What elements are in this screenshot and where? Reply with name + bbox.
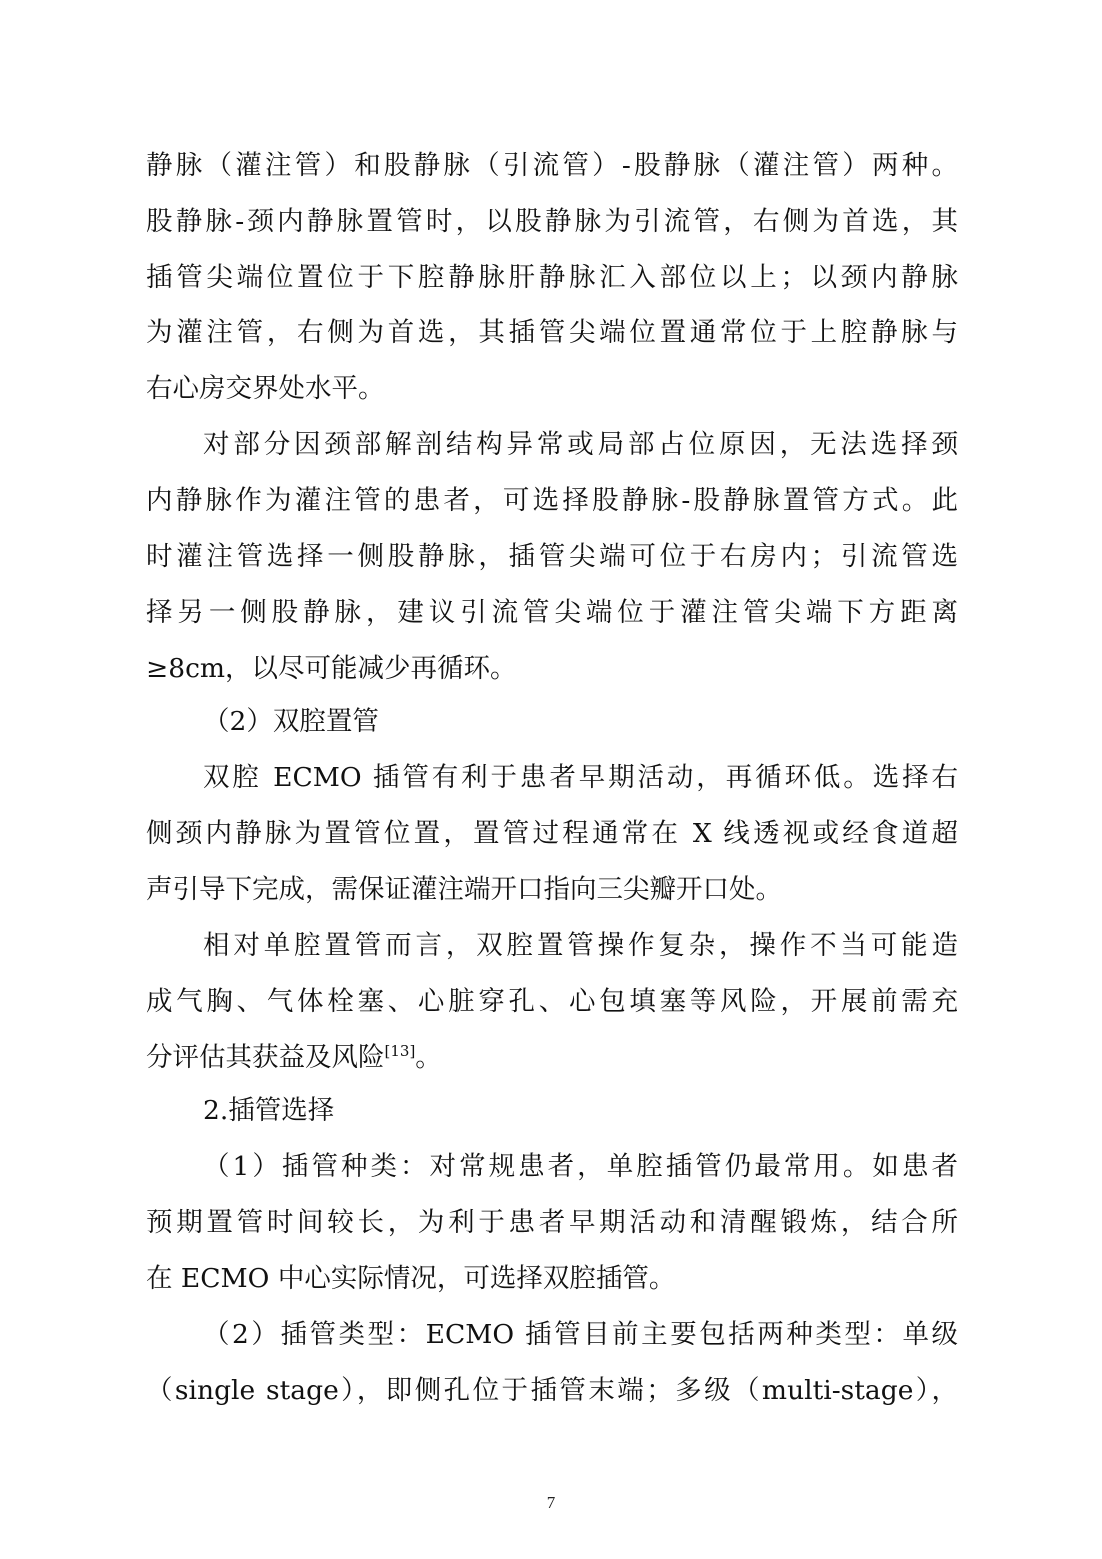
body-text-line: 插管尖端位置位于下腔静脉肝静脉汇入部位以上；以颈内静脉 [146,262,958,293]
body-text-line: 侧颈内静脉为置管位置，置管过程通常在 X 线透视或经食道超 [146,818,958,849]
body-text-line: 在 ECMO 中心实际情况，可选择双腔插管。 [146,1263,676,1294]
citation-reference: [13] [384,1042,416,1060]
body-text-line: 时灌注管选择一侧股静脉，插管尖端可位于右房内；引流管选 [146,541,958,572]
citation-trailing-punctuation: 。 [415,1042,442,1073]
body-text-line: 为灌注管，右侧为首选，其插管尖端位置通常位于上腔静脉与 [146,317,958,348]
paragraph-first-line: 双腔 ECMO 插管有利于患者早期活动，再循环低。选择右 [203,762,958,793]
paragraph-first-line: （2）插管类型：ECMO 插管目前主要包括两种类型：单级 [203,1319,958,1350]
body-text-line: 内静脉作为灌注管的患者，可选择股静脉-股静脉置管方式。此 [146,485,958,516]
section-heading: （2）双腔置管 [203,706,379,737]
body-text-line: 股静脉-颈内静脉置管时，以股静脉为引流管，右侧为首选，其 [146,206,958,237]
body-text-line: 预期置管时间较长，为利于患者早期活动和清醒锻炼，结合所 [146,1207,958,1238]
body-text-line: 右心房交界处水平。 [146,373,385,404]
body-text-line: 静脉（灌注管）和股静脉（引流管）-股静脉（灌注管）两种。 [146,150,958,181]
page-number: 7 [546,1493,556,1512]
body-text-line: 声引导下完成，需保证灌注端开口指向三尖瓣开口处。 [146,874,782,905]
paragraph-first-line: （1）插管种类：对常规患者，单腔插管仍最常用。如患者 [203,1151,958,1182]
body-text-line: （single stage），即侧孔位于插管末端；多级（multi-stage）， [146,1375,958,1406]
paragraph-first-line: 相对单腔置管而言，双腔置管操作复杂，操作不当可能造 [203,930,958,961]
citation-lead-text: 分评估其获益及风险 [146,1042,385,1073]
body-text-line: 择另一侧股静脉，建议引流管尖端位于灌注管尖端下方距离 [146,597,958,628]
body-text-line: ≥8cm，以尽可能减少再循环。 [146,653,517,684]
section-heading: 2.插管选择 [203,1095,335,1126]
paragraph-first-line: 对部分因颈部解剖结构异常或局部占位原因，无法选择颈 [203,429,958,460]
body-text-line-with-citation [146,1036,958,1080]
body-text-line: 成气胸、气体栓塞、心脏穿孔、心包填塞等风险，开展前需充 [146,986,958,1017]
